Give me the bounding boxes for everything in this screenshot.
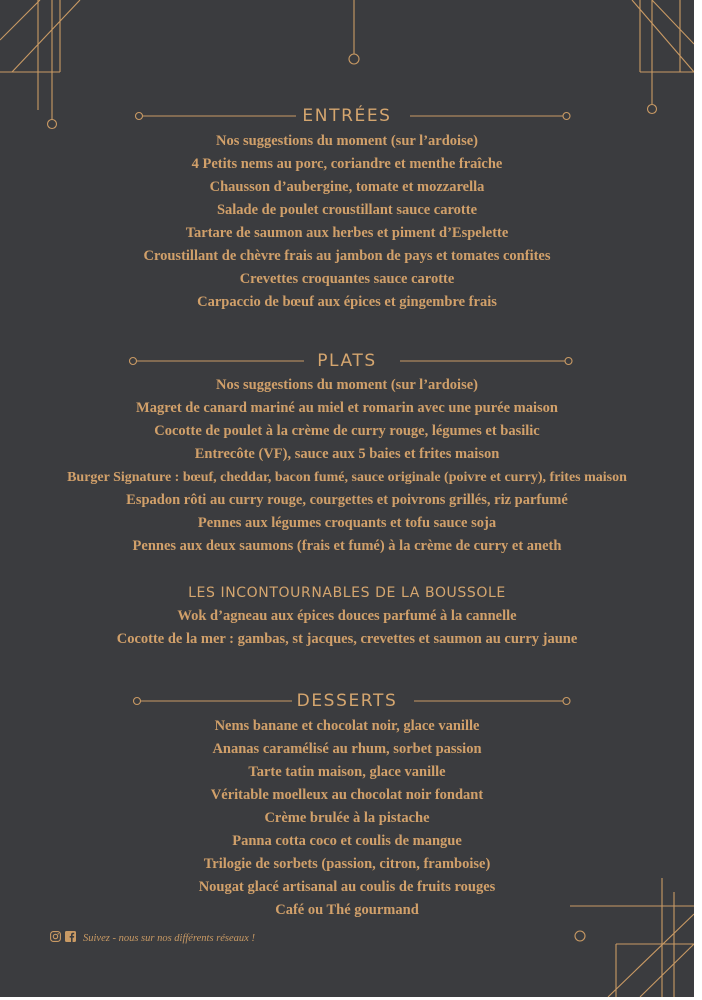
section-title-incontournables: LES INCONTOURNABLES DE LA BOUSSOLE (188, 585, 506, 601)
menu-item: Burger Signature : bœuf, cheddar, bacon fumé, sauce originale (poivre et curry), frites maison (67, 470, 627, 485)
menu-item: Cocotte de poulet à la crème de curry rouge, légumes et basilic (154, 423, 540, 439)
menu-item: Véritable moelleux au chocolat noir fondant (210, 787, 484, 803)
menu-item: Panna cotta coco et coulis de mangue (232, 833, 462, 849)
instagram-icon[interactable] (50, 929, 61, 947)
facebook-icon[interactable] (65, 929, 76, 947)
menu-item: Magret de canard mariné au miel et romarin avec une purée maison (136, 400, 558, 416)
menu-item: Pennes aux deux saumons (frais et fumé) à la crème de curry et aneth (132, 538, 562, 554)
menu-item: Pennes aux légumes croquants et tofu sauce soja (197, 515, 497, 531)
center-pendant-ornament (340, 0, 368, 70)
menu-item: Entrecôte (VF), sauce aux 5 baies et frites maison (194, 446, 500, 462)
menu-item: Ananas caramélisé au rhum, sorbet passion (212, 741, 482, 757)
incontournables-list (0, 605, 694, 651)
plats-header (0, 348, 694, 374)
menu-item: Cocotte de la mer : gambas, st jacques, crevettes et saumon au curry jaune (116, 631, 578, 647)
menu-item: Tarte tatin maison, glace vanille (248, 764, 446, 780)
section-title-plats: PLATS (317, 351, 377, 371)
entrees-header (0, 103, 694, 129)
entrees-list (0, 130, 694, 314)
menu-item: Crème brulée à la pistache (264, 810, 430, 826)
menu-item: 4 Petits nems au porc, coriandre et menthe fraîche (191, 156, 503, 172)
menu-item: Nos suggestions du moment (sur l’ardoise) (216, 133, 478, 149)
menu-item: Nos suggestions du moment (sur l’ardoise) (216, 377, 478, 393)
menu-item: Salade de poulet croustillant sauce carotte (216, 202, 478, 218)
desserts-list (0, 715, 694, 922)
section-title-desserts: DESSERTS (296, 691, 398, 711)
menu-item: Café ou Thé gourmand (275, 902, 419, 918)
menu-item: Wok d’agneau aux épices douces parfumé à la cannelle (177, 608, 517, 624)
menu-item: Chausson d’aubergine, tomate et mozzarella (209, 179, 485, 195)
social-footer (50, 929, 255, 947)
menu-item: Nougat glacé artisanal au coulis de fruits rouges (198, 879, 496, 895)
menu-item: Nems banane et chocolat noir, glace vanille (214, 718, 480, 734)
menu-item: Carpaccio de bœuf aux épices et gingembre frais (197, 294, 497, 310)
menu-item: Espadon rôti au curry rouge, courgettes et poivrons grillés, riz parfumé (126, 492, 568, 508)
desserts-header (0, 688, 694, 714)
plats-list (0, 374, 694, 558)
menu-item: Tartare de saumon aux herbes et piment d’Espelette (185, 225, 509, 241)
menu-item: Croustillant de chèvre frais au jambon de pays et tomates confites (143, 248, 551, 264)
menu-item: Crevettes croquantes sauce carotte (239, 271, 455, 287)
footer-note: Suivez - nous sur nos différents réseaux ! (83, 932, 255, 944)
menu-item: Trilogie de sorbets (passion, citron, framboise) (203, 856, 491, 872)
section-title-entrees: ENTRÉES (302, 106, 392, 126)
